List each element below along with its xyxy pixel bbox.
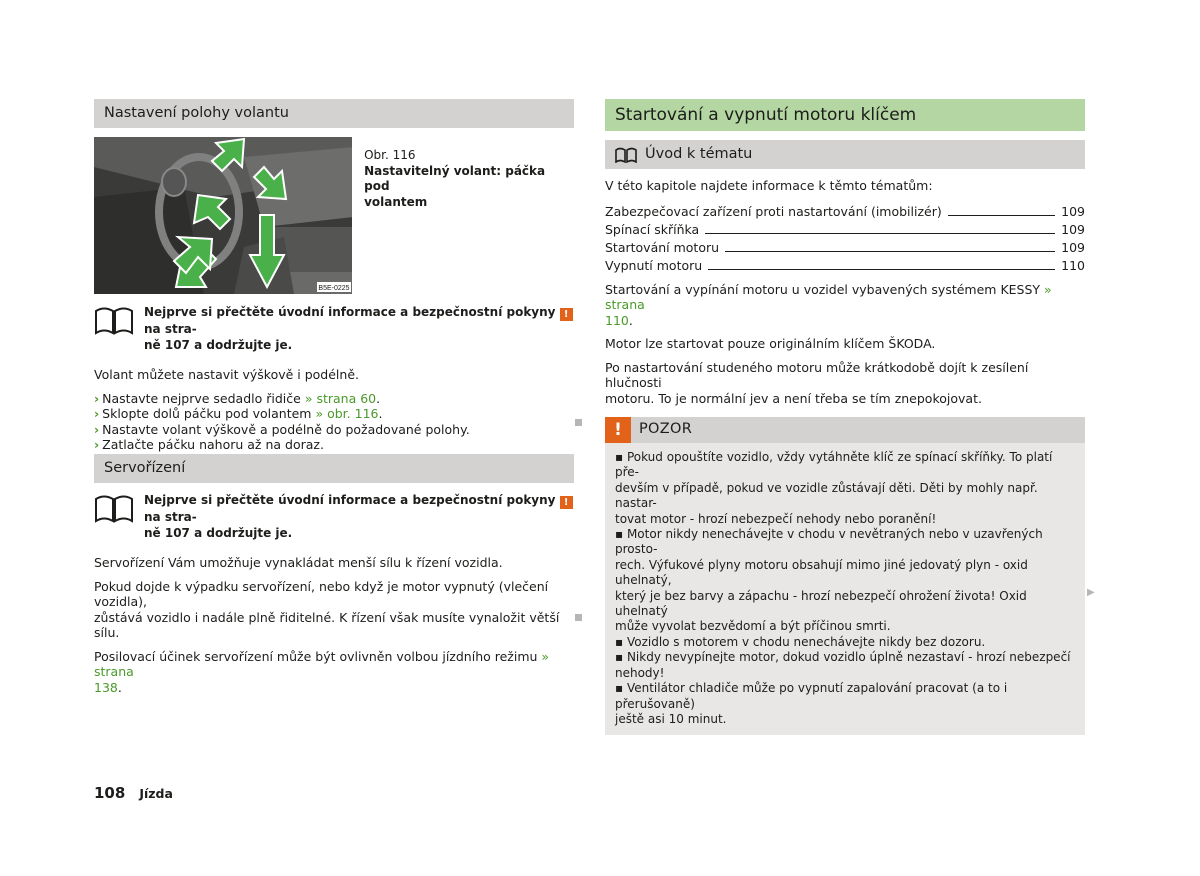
page-footer bbox=[94, 786, 173, 802]
toc-row[interactable]: Vypnutí motoru 110 bbox=[605, 258, 1085, 273]
note-text-line2: ně 107 a dodržujte je. bbox=[144, 338, 293, 352]
book-icon bbox=[94, 493, 134, 523]
power-steering-para3: Posilovací účinek servořízení může být ovlivněn volbou jízdního režimu » strana 138. bbox=[94, 648, 550, 695]
power-steering-para2: Pokud dojde k výpadku servořízení, nebo když je motor vypnutý (vlečení vozidla), zůstává vozidlo i nadále plně řiditelné. K řízení však musíte vynaložit větší sílu. bbox=[94, 578, 560, 640]
note-text-part1: Nejprve si přečtěte úvodní informace a bezpečnostní pokyny bbox=[144, 493, 556, 507]
book-icon bbox=[94, 305, 134, 335]
link-page-138[interactable]: » strana bbox=[94, 648, 550, 679]
read-first-note bbox=[94, 304, 574, 353]
cold-engine-para: Po nastartování studeného motoru může krátkodobě dojít k zesílení hlučnosti motoru. To je normální jev a není třeba se tím znepokojovat. bbox=[605, 359, 1029, 406]
warning-title: POZOR bbox=[639, 421, 693, 438]
step-item: › Sklopte dolů páčku pod volantem » obr. 116. bbox=[94, 406, 383, 421]
power-steering-para1: Servořízení Vám umožňuje vynakládat menší sílu k řízení vozidla. bbox=[94, 555, 503, 570]
toc-row[interactable]: Spínací skříňka 109 bbox=[605, 222, 1085, 237]
figure-caption-line1: Nastavitelný volant: páčka pod bbox=[364, 163, 546, 193]
figure-label: Obr. 116 bbox=[364, 148, 416, 162]
warning-box bbox=[605, 417, 1085, 735]
note-text-part2: na stra- bbox=[144, 322, 197, 336]
toc-row[interactable]: Zabezpečovací zařízení proti nastartování (imobilizér) 109 bbox=[605, 204, 1085, 219]
note-text-part1: Nejprve si přečtěte úvodní informace a bezpečnostní pokyny bbox=[144, 305, 556, 319]
intro-para: V této kapitole najdete informace k těmto tématům: bbox=[605, 178, 933, 193]
step-item: › Nastavte volant výškově a podélně do požadované polohy. bbox=[94, 421, 470, 437]
link-page-110[interactable]: » strana bbox=[605, 281, 1052, 312]
warning-header bbox=[605, 417, 1085, 443]
power-steering-section bbox=[94, 454, 574, 695]
step-item: › Zatlačte páčku nahoru až na doraz. bbox=[94, 437, 324, 452]
arrow-right-icon: › bbox=[94, 406, 100, 421]
note-text bbox=[144, 492, 574, 541]
toc-row[interactable]: Startování motoru 109 bbox=[605, 240, 1085, 255]
intro-heading bbox=[605, 140, 1085, 169]
steering-intro: Volant můžete nastavit výškově i podélně. bbox=[94, 367, 359, 382]
intro-title: Úvod k tématu bbox=[645, 146, 753, 162]
section-end-marker bbox=[575, 614, 582, 621]
warning-icon: ! bbox=[560, 496, 573, 509]
steering-wheel-figure bbox=[94, 137, 352, 294]
footer-section: Jízda bbox=[139, 786, 173, 801]
section-heading-power-steering: Servořízení bbox=[94, 454, 574, 483]
link-fig-116[interactable]: » obr. 116 bbox=[315, 406, 379, 421]
note-text-line2: ně 107 a dodržujte je. bbox=[144, 526, 293, 540]
steps-list bbox=[94, 391, 574, 453]
section-end-marker bbox=[575, 419, 582, 426]
exclamation-icon: ! bbox=[605, 417, 631, 443]
warning-body: ▪ Pokud opouštíte vozidlo, vždy vytáhněte klíč ze spínací skříňky. To platí pře- devším v případě, pokud ve vozidle zůstávají děti. Děti by mohly např. nastar- tovat motor - hrozí nebezpečí nehody nebo poranění! ▪ Motor nikdy nenechávejte v chodu v nevětraných nebo v uzavřených prosto- rech. Výfukové plyny motoru obsahují mimo jiné jedovatý plyn - oxid uhelnatý, který je bez barvy a zápachu - hrozí nebezpečí ohrožení života! Oxid uhelnatý může vyvolat bezvědomí a být příčinou smrti. ▪ Vozidlo s motorem v chodu nenechávejte nikdy bez dozoru. ▪ Nikdy nevypínejte motor, dokud vozidlo úplně nezastaví - hrozí nebezpečí nehody! ▪ Ventilátor chladiče může po vypnutí zapalování pracovat (a to i přerušovaně) ještě asi 10 minut. bbox=[615, 450, 1071, 726]
figure-code: B5E-0225 bbox=[318, 285, 350, 292]
chapter-title: Startování a vypnutí motoru klíčem bbox=[605, 99, 1085, 131]
topic-list bbox=[605, 202, 1085, 274]
left-column bbox=[94, 99, 574, 453]
car-interior-illustration bbox=[94, 137, 352, 294]
continue-arrow-icon: ▶ bbox=[1087, 587, 1095, 598]
link-page-110-number[interactable]: 110 bbox=[605, 312, 629, 328]
section-heading-steering-position: Nastavení polohy volantu bbox=[94, 99, 574, 128]
key-para: Motor lze startovat pouze originálním klíčem ŠKODA. bbox=[605, 336, 936, 351]
arrow-right-icon: › bbox=[94, 390, 100, 406]
right-column bbox=[605, 99, 1085, 735]
book-icon bbox=[615, 147, 637, 163]
read-first-note bbox=[94, 492, 574, 541]
page-number: 108 bbox=[94, 784, 126, 802]
figure-caption bbox=[352, 137, 574, 294]
warning-icon: ! bbox=[560, 308, 573, 321]
note-text-part2: na stra- bbox=[144, 510, 197, 524]
arrow-right-icon: › bbox=[94, 421, 100, 437]
link-page-60[interactable]: » strana 60 bbox=[304, 390, 377, 406]
figure-caption-line2: volantem bbox=[364, 194, 428, 209]
figure-row bbox=[94, 137, 574, 294]
kessy-para: Startování a vypínání motoru u vozidel vybavených systémem KESSY » strana 110. bbox=[605, 281, 1052, 328]
note-text bbox=[144, 304, 574, 353]
arrow-right-icon: › bbox=[94, 437, 100, 452]
link-page-138-number[interactable]: 138 bbox=[94, 679, 118, 695]
step-item: › Nastavte nejprve sedadlo řidiče » strana 60. bbox=[94, 390, 381, 406]
